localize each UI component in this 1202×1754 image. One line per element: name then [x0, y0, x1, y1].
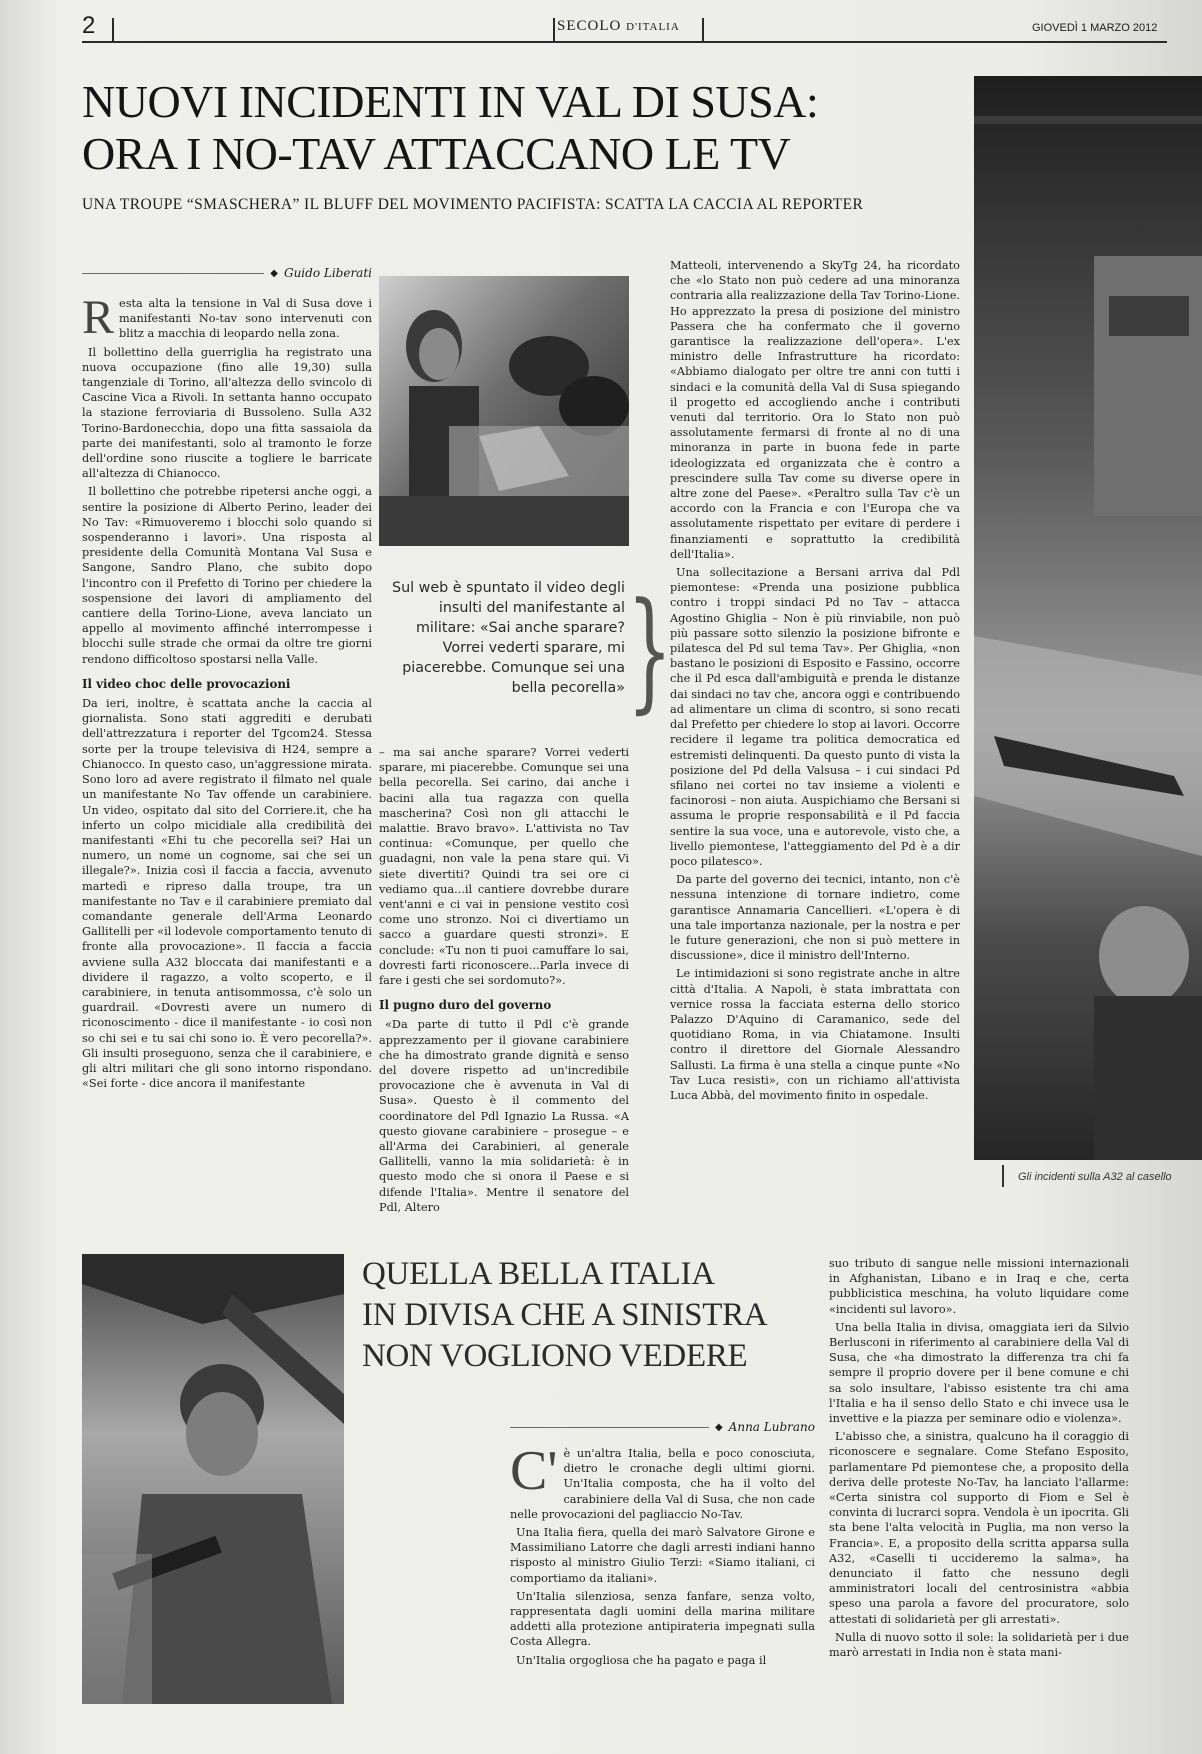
- author-name: Anna Lubrano: [728, 1420, 815, 1434]
- paragraph: Da parte del governo dei tecnici, intanto, non c'è nessuna intenzione di tornare indietro, come garantisce Annamaria Cancellieri. «L'opera è di una tale importanza nazionale, per la nostra e per le future generazioni, che non si può mettere in discussione», dice il ministro dell'Interno.: [670, 873, 960, 963]
- byline: [82, 266, 372, 280]
- author-name: Guido Liberati: [283, 266, 372, 280]
- paragraph: Il bollettino della guerriglia ha registrato una nuova occupazione (fino alle 19,30) sulla tangenziale di Torino, all'altezza dello svincolo di Cascine Vica a Rivoli. In settanta hanno occupato la stazione ferroviaria di Bussoleno. Sulla A32 Torino-Bardonecchia, dopo una fitta sassaiola da parte dei manifestanti, solo al tramonto le forze dell'ordine sono riuscite a togliere le barricate all'altezza di Chianocco.: [82, 345, 372, 481]
- paragraph: Un'Italia orgogliosa che ha pagato e paga il: [516, 1653, 767, 1667]
- main-headline: [82, 76, 962, 180]
- paragraph: L'abisso che, a sinistra, qualcuno ha il coraggio di riconoscere e segnalare. Come Stefano Esposito, parlamentare Pd piemontese che, a proposito della deriva delle proteste No-Tav, ha lanciato l'allarme: «Certa sinistra col supporto di Fiom e Sel è convinta di lucrarci sopra. Vendola è un ipocrita. Gli sta bene l'alta velocità in Puglia, ma non verso la Francia». E, a proposito della scritta apparsa sulla A32, «Caselli ti uccideremo la salma», ha denunciato il fatto che nessuno degli amministratori locali del centrosinistra «abbia speso una parola a favore del procuratore, solo attestati di solidarietà per gli arrestati».: [829, 1430, 1129, 1626]
- drop-cap: C': [510, 1440, 558, 1502]
- drop-cap: R: [82, 291, 115, 344]
- article-column-1: [82, 291, 373, 1094]
- second-headline: [362, 1254, 812, 1377]
- paragraph: Da ieri, inoltre, è scattata anche la caccia al giornalista. Sono stati aggrediti e derubati dell'attrezzatura i reporter del Tgcom24. Stessa sorte per la troupe televisiva di H24, sempre a Chianocco. In questo caso, un'aggressione mirata. Sono loro ad avere registrato il filmato nel quale un manifestante No Tav offende un carabiniere. Un video, ospitato dal sito del Corriere.it, che ha inferto un colpo micidiale alla credibilità dei manifestanti «Ehi tu che pecorella sei? Hai un numero, un nome un cognome, sai che sei un illegale?». Inizia così il faccia a faccia, avvenuto martedì e ripreso dalla troupe, tra un manifestante no Tav e il carabiniere premiato dal comandante generale dell'Arma Leonardo Gallitelli per «il lodevole comportamento tenuto di fronte alla provocazione». Il faccia a faccia avviene sulla A32 bloccata dai manifestanti e a dividere il ragazzo, a volto scoperto, e il carabiniere, in tenuta antisommossa, c'è solo un guardrail. «Dovresti avere un numero di riconoscimento - dice il manifestante - io così non so chi sei e tu sai chi sono io. È vero pecorella?». Gli insulti proseguono, senza che il carabiniere, e gli altri militari che gli sono intorno rispondano. «Sei forte - dice ancora il manifestante: [82, 697, 373, 1091]
- header-rule: [82, 41, 1167, 43]
- article-column-2: [379, 745, 629, 1218]
- paragraph: Il bollettino che potrebbe ripetersi anche oggi, a sentire la posizione di Alberto Perino, leader dei No Tav: «Rimuoveremo i blocchi solo quando si sospenderanno i lavori». Una risposta al presidente della Comunità Montana Val Susa e Sangone, Sandro Plano, che subito dopo l'incontro con il Prefetto di Torino per chiedere la sospensione dei lavori di ampliamento del cantiere della Torino-Lione, aveva lanciato un appello al movimento affinché interrompesse i blocchi sulle strade che ormai da oltre tre giorni rendono difficoltoso spostarsi nella Valle.: [82, 485, 372, 666]
- paragraph: Le intimidazioni si sono registrate anche in altre città d'Italia. A Napoli, è stata imbrattata con vernice rossa la facciata esterna dello storico Palazzo D'Aquino di Caramanico, sede del quotidiano Roma, in via Chiatamone. Insulti contro il direttore del Giornale Alessandro Sallusti. La firma è una stella a cinque punte «No Tav Luca resisti», con un richiamo all'attivista Luca Abbà, del movimento finito in ospedale.: [670, 967, 960, 1102]
- headline2-line-3: NON VOGLIONO VEDERE: [362, 1338, 748, 1374]
- paragraph: Una bella Italia in divisa, omaggiata ieri da Silvio Berlusconi in riferimento al carabiniere della Val di Susa, che «ha dimostrato la differenza tra chi fa sempre il proprio dovere per il bene comune e chi sa solo insultare, l'abisso esistente tra chi ama l'Italia e ha il senso dello Stato e chi invece usa le invettive e la piazza per seminare odio e violenza».: [829, 1320, 1129, 1426]
- section-heading: Il pugno duro del governo: [379, 998, 552, 1013]
- paragraph: «Da parte di tutto il Pdl c'è grande apprezzamento per il giovane carabiniere che ha dimostrato grande dignità e senso del dovere rispetto ad un'incredibile provocazione che è avvenuta in Val di Susa». Questo è il commento del coordinatore del Pdl Ignazio La Russa. «A questo giovane carabiniere – prosegue – e all'Arma dei Carabinieri, al generale Gallitelli, vanno la mia solidarietà: è in questo modo che si onora il Paese e si difende l'Italia». Mentre il senatore del Pdl, Altero: [379, 1018, 629, 1214]
- article-column-3: [670, 258, 960, 1106]
- paragraph: – ma sai anche sparare? Vorrei vederti sparare, mi piacerebbe. Comunque sei una bella pecorella. Sei carino, dai anche i bacini alla tua ragazza con quella mascherina? Così non gli attacchi le malattie. Bravo bravo». L'attivista no Tav continua: «Comunque, per quello che guadagni, non vale la pena stare qui. Vi siete divertiti? Quindi tra sei ore ci vediamo qua...il cantiere dovrebbe durare vent'anni e ci vai in pensione vestito così come uno stronzo. Noi ci divertiamo un sacco a guardare questi stronzi». E conclude: «Tu non ti puoi camuffare lo sai, dovresti farti riconoscere...Parla invece di fare i gesti che sei sordomuto?».: [379, 746, 629, 988]
- subheadline: UNA TROUPE “SMASCHERA” IL BLUFF DEL MOVIMENTO PACIFISTA: SCATTA LA CACCIA AL REPORTER: [82, 196, 864, 213]
- lead-paragraph: C' è un'altra Italia, bella e poco conosciuta, dietro le cronache degli ultimi giorni. Un'Italia composta, che ha il volto del carabiniere della Val di Susa, che non cade nelle provocazioni del pagliaccio No-Tav.: [510, 1440, 815, 1521]
- riot-police-photo: [379, 276, 629, 546]
- paragraph: Una sollecitazione a Bersani arriva dal Pdl piemontese: «Prenda una posizione pubblica contro i troppi sindaci Pd no Tav – attacca Agostino Ghiglia – Non è più rinviabile, non può più passare sotto silenzio la posizione bifronte e pilatesca del Pd sul tema Tav». Per Ghiglia, «non bastano le posizioni di Esposito e Fassino, occorre che il Pd esca dall'ambiguità e prenda le distanze dai sindaci no tav che, ancora oggi e contribuendo ad alimentare un clima di scontro, si sono recati dal Prefetto per chiedere lo stop ai lavori. Occorre recidere il legame tra politica democratica ed estremisti delinquenti. Da questo punto di vista la posizione del Pd della Valsusa – i cui sindaci Pd sfilano nei cortei no tav insieme a violenti e facinorosi – non aiuta. Auspichiamo che Bersani si assuma le proprie responsabilità e il Pd faccia sentire la sua voce, una e autorevole, visto che, a livello piemontese, l'atteggiamento del Pd è a dir poco pilatesco».: [670, 566, 960, 868]
- header-divider: [553, 18, 555, 42]
- headline-line-2: ORA I NO-TAV ATTACCANO LE TV: [82, 128, 791, 179]
- article2-column-1: [510, 1440, 815, 1671]
- pull-quote: Sul web è spuntato il video degli insulti del manifestante al militare: «Sai anche sparare? Vorrei vederti sparare, mi piacerebbe. Comunque sei una bella pecorella»: [392, 580, 625, 696]
- headline2-line-1: QUELLA BELLA ITALIA: [362, 1256, 715, 1292]
- paragraph: Una Italia fiera, quella dei marò Salvatore Girone e Massimiliano Latorre che dagli arresti indiani hanno risposto al ministro Giulio Terzi: «Siamo italiani, ci comportiamo da italiani».: [510, 1526, 815, 1585]
- header-divider: [702, 18, 704, 42]
- brace-ornament: }: [627, 574, 673, 726]
- lead-paragraph: Resta alta la tensione in Val di Susa dove i manifestanti No-tav sono intervenuti con blitz a macchia di leopardo nella zona.: [82, 291, 372, 344]
- diamond-icon: ◆: [270, 267, 278, 279]
- byline: [510, 1420, 815, 1434]
- masthead: SECOLO D'ITALIA: [557, 18, 680, 34]
- photo-caption: Gli incidenti sulla A32 al casello: [1018, 1171, 1172, 1183]
- article2-column-2: [829, 1256, 1129, 1663]
- byline-rule: [82, 273, 264, 274]
- header-divider: [112, 18, 114, 42]
- page-number: 2: [82, 12, 96, 39]
- headline-line-1: NUOVI INCIDENTI IN VAL DI SUSA:: [82, 76, 819, 127]
- paragraph: suo tributo di sangue nelle missioni internazionali in Afghanistan, Libano e in Iraq e che, certa pubblicistica meschina, ha voluto liquidare come «incidenti sul lavoro».: [829, 1257, 1129, 1316]
- paragraph: Nulla di nuovo sotto il sole: la solidarietà per i due marò arrestati in India non è stata mani-: [829, 1630, 1129, 1660]
- byline-rule: [510, 1427, 709, 1428]
- diamond-icon: ◆: [714, 1421, 723, 1433]
- section-heading: Il video choc delle provocazioni: [82, 676, 291, 691]
- headline2-line-2: IN DIVISA CHE A SINISTRA: [362, 1297, 768, 1333]
- paragraph: Un'Italia silenziosa, senza fanfare, senza volto, rappresentata dagli uomini della marina militare addetti alla protezione antipirateria impegnati sulla Costa Allegra.: [510, 1589, 815, 1649]
- issue-date: GIOVEDÌ 1 MARZO 2012: [1032, 22, 1158, 34]
- highway-clashes-photo: [974, 76, 1202, 1160]
- soldier-photo: [82, 1254, 344, 1704]
- caption-bar: [1002, 1165, 1004, 1187]
- paragraph: Matteoli, intervenendo a SkyTg 24, ha ricordato che «lo Stato non può cedere ad una minoranza contraria alla realizzazione della Tav Torino-Lione. Ho apprezzato la presa di posizione del ministro Passera che ha confermato che il governo garantisce la realizzazione dell'opera». L'ex ministro delle Infrastrutture ha ricordato: «Abbiamo dialogato per oltre tre anni con tutti i sindaci e la comunità della Val di Susa spiegando il progetto ed accogliendo anche i contributi venuti dal territorio. Ora lo Stato non può assolutamente fermarsi di fronte al no di una minoranza in parte in buona fede in parte ideologizzata ed organizzata che è contro a prescindere sulla Tav come su diverse opere in altre zone del Paese». «Peraltro sulla Tav c'è un accordo con la Francia e con l'Europa che va assolutamente rispettato per evitare di perdere i finanziamenti e soprattutto la credibilità dell'Italia».: [670, 259, 960, 561]
